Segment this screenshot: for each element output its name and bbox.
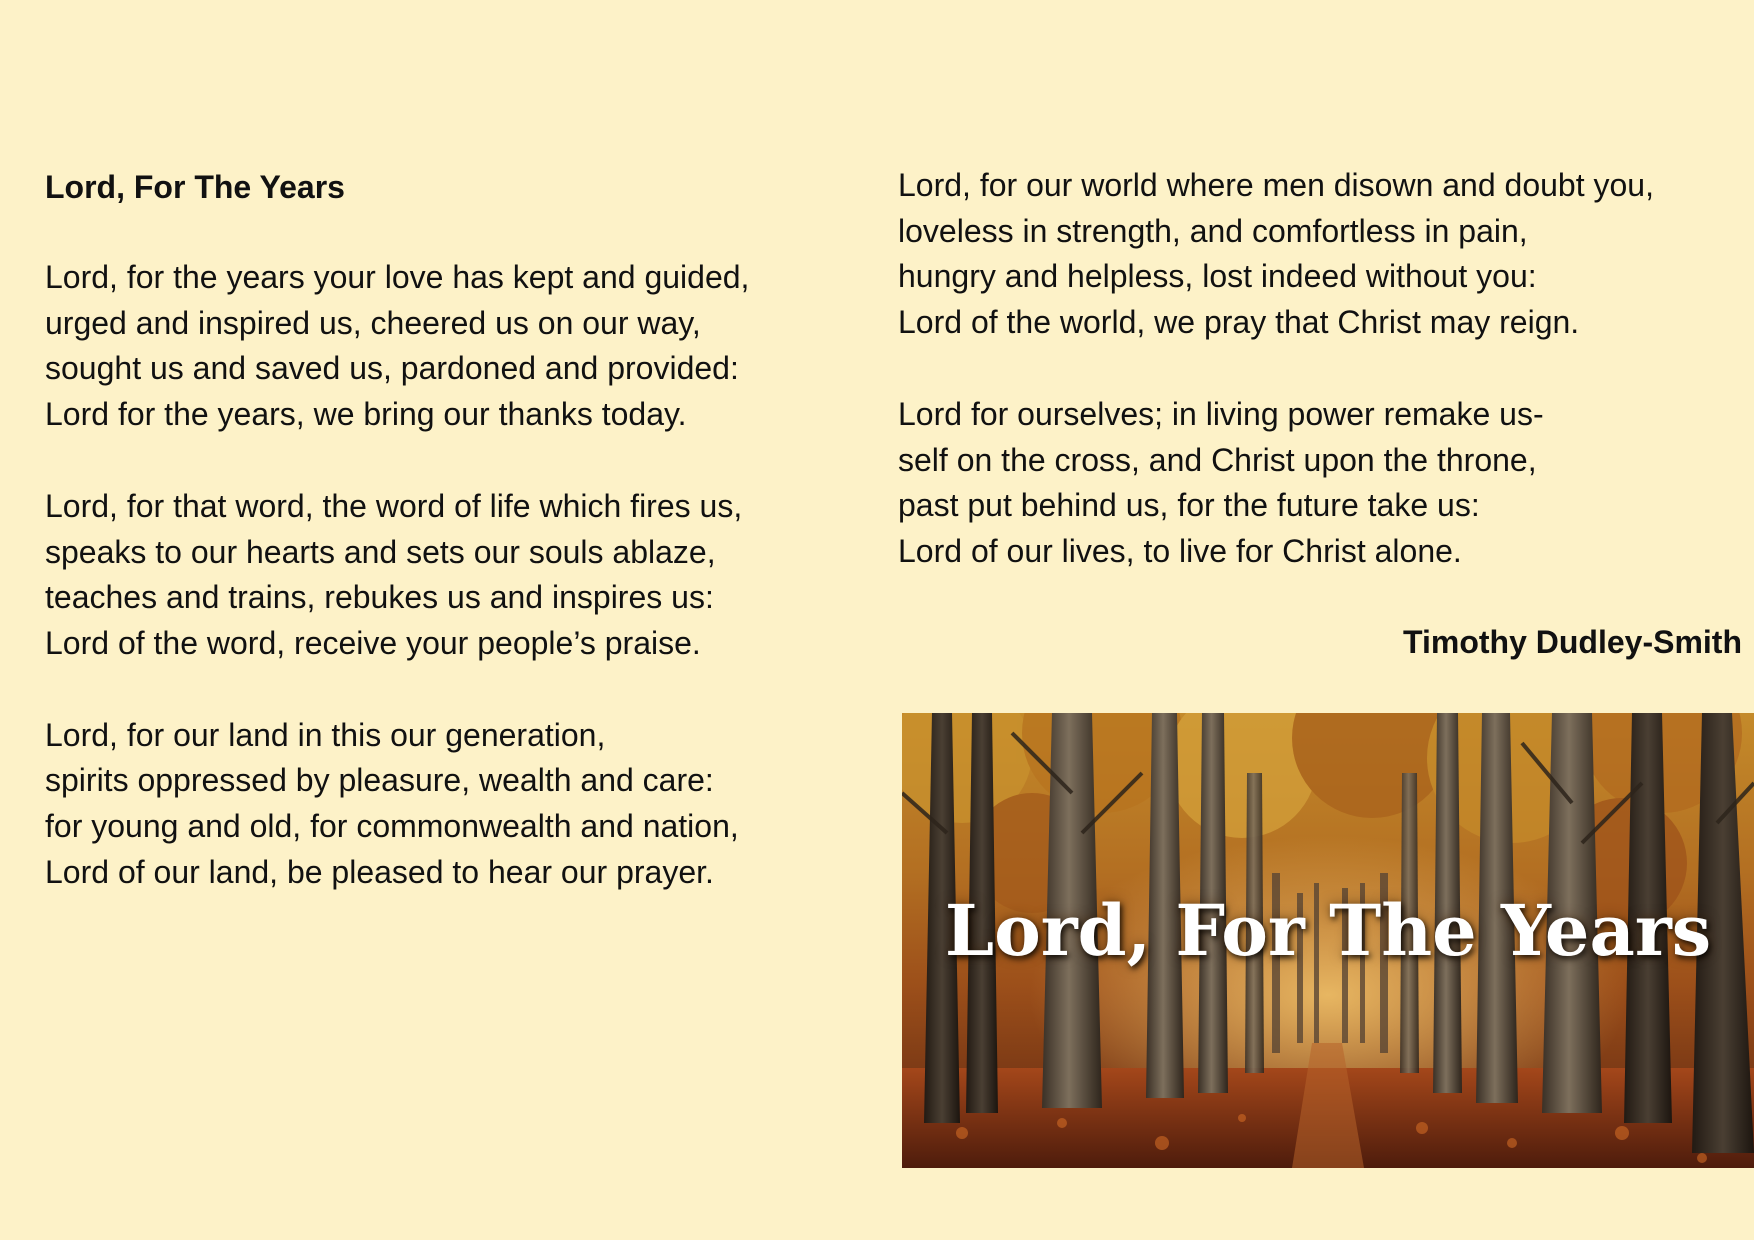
verse-4: [898, 163, 1754, 346]
verse-line: Lord, for our world where men disown and doubt you,: [898, 167, 1654, 203]
verse-line: Lord for ourselves; in living power remake us-: [898, 395, 1544, 432]
verse-line: for young and old, for commonwealth and nation,: [45, 808, 739, 845]
verse-line: teaches and trains, rebukes us and inspires us:: [45, 579, 714, 616]
verse-line: Lord, for the years your love has kept and guided,: [45, 259, 750, 295]
right-column: [898, 163, 1754, 621]
verse-line: Lord, for that word, the word of life which fires us,: [45, 487, 743, 524]
verse-line: Lord of our land, be pleased to hear our prayer.: [45, 853, 714, 890]
verse-3: [45, 713, 845, 896]
verse-2: [45, 484, 845, 667]
verse-line: Lord of our lives, to live for Christ alone.: [898, 532, 1462, 569]
autumn-forest-banner: [902, 713, 1754, 1168]
verse-5: [898, 392, 1754, 575]
verse-line: sought us and saved us, pardoned and provided:: [45, 350, 739, 387]
hymn-title: Lord, For The Years: [45, 169, 345, 205]
verse-line: Lord for the years, we bring our thanks today.: [45, 396, 687, 433]
verse-1: [45, 255, 845, 438]
verse-line: past put behind us, for the future take us:: [898, 487, 1480, 524]
verse-line: speaks to our hearts and sets our souls ablaze,: [45, 533, 716, 570]
verse-line: Lord of the word, receive your people’s praise.: [45, 624, 701, 661]
verse-line: spirits oppressed by pleasure, wealth and care:: [45, 762, 714, 799]
verse-line: Lord, for our land in this our generation,: [45, 716, 606, 753]
left-column: [45, 165, 845, 941]
verse-line: urged and inspired us, cheered us on our way,: [45, 304, 701, 341]
verse-line: self on the cross, and Christ upon the throne,: [898, 441, 1537, 478]
verse-line: loveless in strength, and comfortless in pain,: [898, 212, 1528, 249]
banner-title: Lord, For The Years: [944, 889, 1712, 972]
verse-line: hungry and helpless, lost indeed without you:: [898, 258, 1537, 295]
verse-line: Lord of the world, we pray that Christ may reign.: [898, 304, 1580, 341]
hymn-author: Timothy Dudley-Smith: [1403, 624, 1742, 660]
